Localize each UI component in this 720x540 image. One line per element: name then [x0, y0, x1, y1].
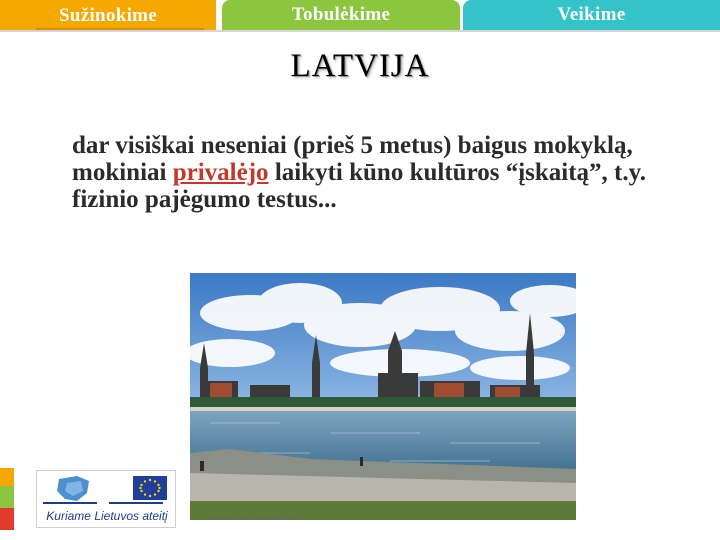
decor-strip-green	[0, 486, 14, 508]
tab-veikime[interactable]	[463, 0, 720, 30]
decor-strip-orange	[0, 468, 14, 486]
riga-skyline-image	[190, 273, 576, 520]
tab-label: Veikime	[557, 4, 626, 25]
slide-title: LATVIJA	[290, 48, 430, 84]
tab-label: Sužinokime	[58, 5, 158, 26]
tab-suzinokime[interactable]	[0, 0, 216, 30]
decor-strip-red	[0, 508, 14, 530]
riga-photo	[190, 273, 576, 520]
top-navigation	[0, 0, 720, 32]
funding-logos	[36, 470, 176, 528]
logo-caption: Kuriame Lietuvos ateitį	[46, 509, 168, 523]
body-text-end: laikyti kūno kultūros “įskaitą”, t.y. fizinio pajėgumo testus...	[72, 159, 646, 213]
photo-footer-text: ES STRUKTŪRINĖ PARAMA LIETUVAI	[208, 516, 297, 520]
esf-logo-graphic	[37, 471, 177, 511]
tab-tobulekime[interactable]	[222, 0, 460, 30]
slide-body-text	[72, 132, 672, 213]
tab-label: Tobulėkime	[291, 4, 391, 25]
body-emphasis: privalėjo	[172, 159, 269, 186]
tabbar-divider	[0, 30, 720, 32]
body-text-start: dar visiškai neseniai (prieš 5 metus) baigus mokyklą, mokiniai	[72, 132, 633, 186]
